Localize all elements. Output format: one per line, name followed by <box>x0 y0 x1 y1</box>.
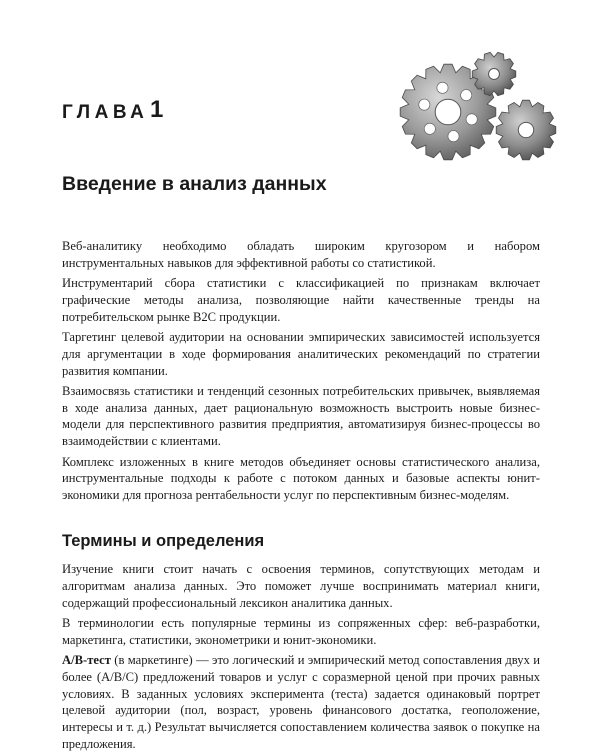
section-text <box>62 561 540 756</box>
chapter-title: Введение в анализ данных <box>62 173 327 195</box>
chapter-label: ГЛАВА <box>62 102 149 123</box>
section-paragraph: Изучение книги стоит начать с освоения терминов, сопутствующих методам и алгоритмам анализа данных. Это поможет лучше воспринимать материал книги, содержащий профессиональный лексикон аналитика данных. <box>62 562 540 610</box>
intro-paragraph: Таргетинг целевой аудитории на основании эмпирических зависимостей используется для аргументации в ходе формирования аналитических рекомендаций по стратегии развития компании. <box>62 329 540 378</box>
intro-text <box>62 238 540 507</box>
intro-paragraph: Веб-аналитику необходимо обладать широким кругозором и набором инструментальных навыков для эффективной работы со статистикой. <box>62 239 540 270</box>
definition-paragraph <box>62 652 540 753</box>
intro-paragraph: Комплекс изложенных в книге методов объединяет основы статистического анализа, инструментальные подходы к работе с потоком данных и базовые аспекты юнит-экономики для прогноза рентабельности услуг по перспективным бизнес-моделям. <box>62 454 540 503</box>
intro-paragraph: Инструментарий сбора статистики с классификацией по признакам включает графические методы анализа, позволяющие найти качественные тренды на потребительском рынке B2C продукции. <box>62 276 540 324</box>
definition-term: A/B-тест <box>62 652 111 667</box>
section-title: Термины и определения <box>62 532 265 550</box>
small-gear-icon <box>472 52 516 95</box>
intro-paragraph: Взаимосвязь статистики и тенденций сезонных потребительских привычек, выявляемая в ходе анализа данных, дает рациональную возможность выстроить новые бизнес-модели для перспективного развития предприятия, автоматизируя бизнес-процессы во взаимодействии с клиентами. <box>62 383 540 449</box>
medium-gear-icon <box>496 100 556 160</box>
section-paragraph: В терминологии есть популярные термины из сопряженных сфер: веб-разработки, маркетинга, статистики, эконометрики и юнит-экономики. <box>62 615 540 647</box>
definition-text: (в маркетинге) — это логический и эмпирический метод сопоставления двух и более (A/B/C) предложений товаров и услуг с соразмерной ценой при прочих равных условиях. В заданных условиях эксперимента (теста) задается одинаковый портрет целевой аудитории (пол, возраст, уровень финансового достатка, геоположение, интересы и т. д.) Результат вычисляется сопоставлением количества заявок о покупке на предложения. <box>62 652 540 751</box>
chapter-number: 1 <box>150 96 164 123</box>
gears-icon <box>398 48 558 166</box>
